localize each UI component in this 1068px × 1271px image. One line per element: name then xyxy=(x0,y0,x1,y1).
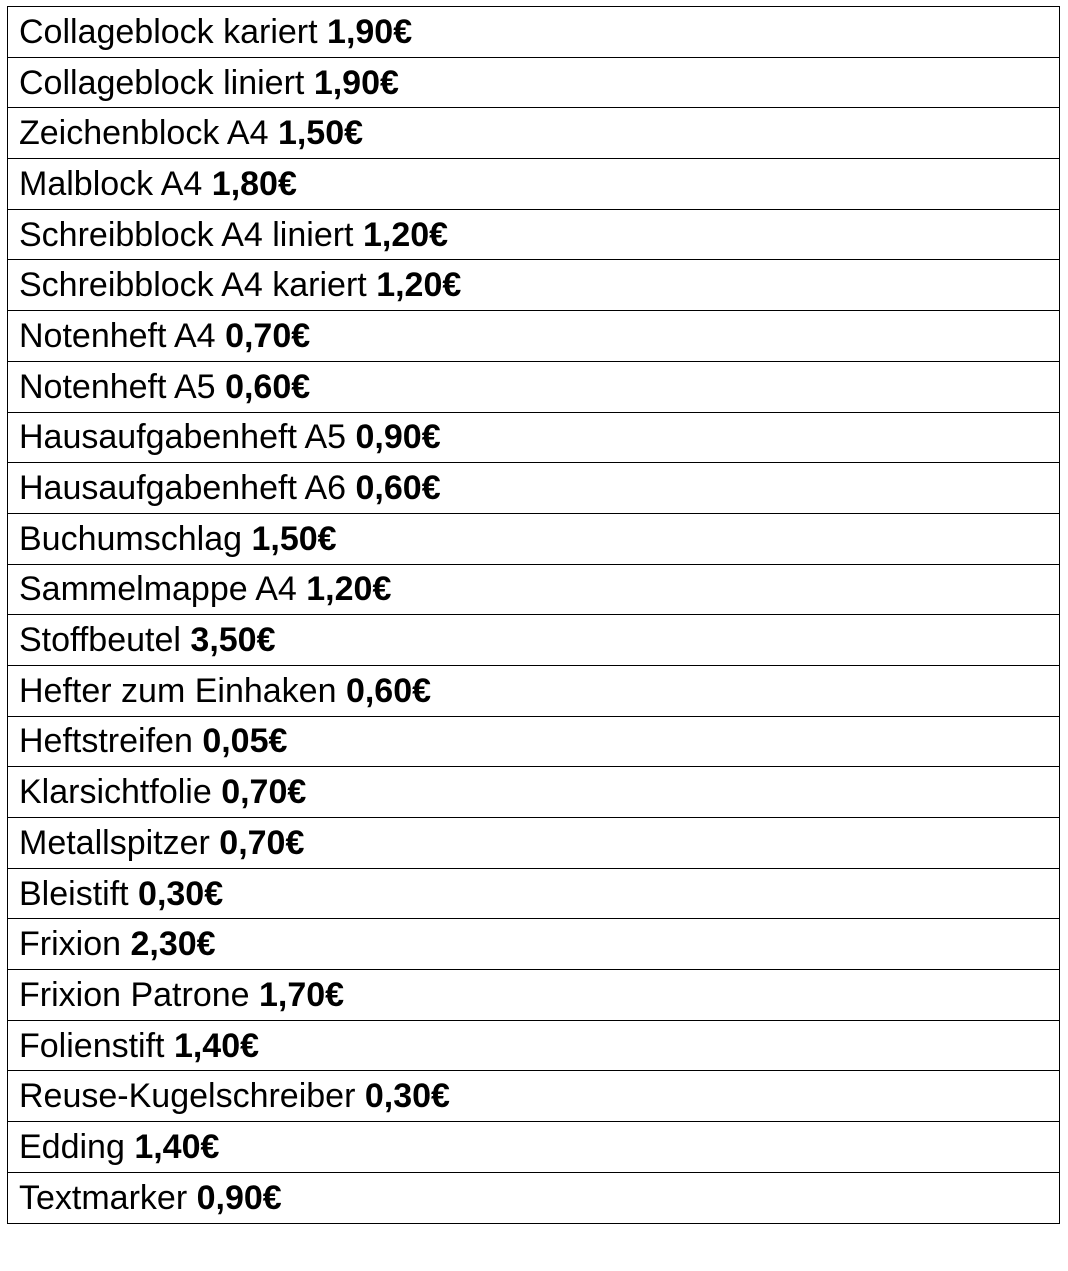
table-row xyxy=(8,7,1060,58)
table-row xyxy=(8,412,1060,463)
item-price: 0,60€ xyxy=(355,469,441,508)
item-price: 1,50€ xyxy=(277,114,364,153)
item-name: Schreibblock A4 liniert xyxy=(19,215,354,254)
item-price: 0,90€ xyxy=(196,1178,282,1217)
item-name: Notenheft A4 xyxy=(19,316,216,355)
table-row xyxy=(8,1172,1060,1223)
item-price: 0,05€ xyxy=(202,722,288,761)
table-cell xyxy=(8,868,1060,919)
item-name: Buchumschlag xyxy=(19,519,243,558)
table-cell xyxy=(8,716,1060,767)
item-name: Metallspitzer xyxy=(19,823,210,862)
table-row xyxy=(8,361,1060,412)
item-name: Notenheft A5 xyxy=(19,367,216,406)
table-row xyxy=(8,463,1060,514)
item-name: Heftstreifen xyxy=(19,722,193,761)
item-price: 1,20€ xyxy=(376,266,462,305)
table-cell xyxy=(8,7,1060,58)
item-price: 0,30€ xyxy=(138,874,224,913)
table-cell xyxy=(8,970,1060,1021)
table-row xyxy=(8,1122,1060,1173)
price-list-table xyxy=(7,6,1060,1224)
item-name: Hausaufgabenheft A5 xyxy=(19,418,347,457)
table-cell xyxy=(8,564,1060,615)
table-cell xyxy=(8,1122,1060,1173)
item-price: 1,40€ xyxy=(173,1026,260,1065)
table-cell xyxy=(8,818,1060,869)
item-name: Frixion xyxy=(19,925,122,964)
table-row xyxy=(8,716,1060,767)
item-price: 3,50€ xyxy=(190,621,276,660)
item-price: 1,50€ xyxy=(251,519,337,558)
item-name: Frixion Patrone xyxy=(19,975,250,1014)
table-row xyxy=(8,665,1060,716)
table-cell xyxy=(8,1071,1060,1122)
table-cell xyxy=(8,260,1060,311)
item-price: 1,90€ xyxy=(327,12,413,51)
table-cell xyxy=(8,767,1060,818)
table-cell xyxy=(8,159,1060,210)
table-cell xyxy=(8,919,1060,970)
item-price: 1,70€ xyxy=(259,975,345,1014)
item-price: 1,20€ xyxy=(362,215,449,254)
table-cell xyxy=(8,311,1060,362)
item-name: Edding xyxy=(19,1127,125,1166)
item-name: Malblock A4 xyxy=(19,164,203,203)
table-row xyxy=(8,564,1060,615)
item-name: Hefter zum Einhaken xyxy=(19,671,337,710)
table-cell xyxy=(8,57,1060,108)
item-price: 0,60€ xyxy=(345,671,432,710)
table-row xyxy=(8,818,1060,869)
item-name: Folienstift xyxy=(19,1026,165,1065)
item-name: Schreibblock A4 kariert xyxy=(19,266,367,305)
item-name: Hausaufgabenheft A6 xyxy=(19,469,347,508)
table-row xyxy=(8,108,1060,159)
item-name: Zeichenblock A4 xyxy=(19,114,269,153)
table-row xyxy=(8,57,1060,108)
item-name: Collageblock kariert xyxy=(19,12,318,51)
table-row xyxy=(8,615,1060,666)
table-cell xyxy=(8,361,1060,412)
item-name: Bleistift xyxy=(19,874,129,913)
table-cell xyxy=(8,1020,1060,1071)
item-price: 0,70€ xyxy=(225,316,311,355)
table-cell xyxy=(8,463,1060,514)
table-row xyxy=(8,767,1060,818)
table-row xyxy=(8,260,1060,311)
table-cell xyxy=(8,1172,1060,1223)
table-row xyxy=(8,868,1060,919)
item-name: Sammelmappe A4 xyxy=(19,570,297,609)
table-row xyxy=(8,209,1060,260)
item-price: 1,20€ xyxy=(306,570,392,609)
item-price: 1,40€ xyxy=(134,1127,220,1166)
table-row xyxy=(8,159,1060,210)
table-row xyxy=(8,1020,1060,1071)
price-list-body xyxy=(8,7,1060,1224)
item-name: Reuse-Kugelschreiber xyxy=(19,1077,356,1116)
item-price: 1,80€ xyxy=(211,164,297,203)
table-cell xyxy=(8,513,1060,564)
table-cell xyxy=(8,209,1060,260)
table-row xyxy=(8,311,1060,362)
item-price: 1,90€ xyxy=(313,63,399,102)
item-price: 0,70€ xyxy=(221,773,307,812)
item-price: 0,60€ xyxy=(225,367,311,406)
table-cell xyxy=(8,665,1060,716)
table-cell xyxy=(8,412,1060,463)
item-price: 2,30€ xyxy=(130,925,216,964)
item-price: 0,70€ xyxy=(219,823,305,862)
item-name: Textmarker xyxy=(19,1178,188,1217)
table-row xyxy=(8,970,1060,1021)
table-cell xyxy=(8,108,1060,159)
item-price: 0,30€ xyxy=(364,1077,450,1116)
item-name: Stoffbeutel xyxy=(19,621,181,660)
table-row xyxy=(8,513,1060,564)
table-cell xyxy=(8,615,1060,666)
item-name: Klarsichtfolie xyxy=(19,773,212,812)
item-price: 0,90€ xyxy=(355,418,441,457)
table-row xyxy=(8,1071,1060,1122)
table-row xyxy=(8,919,1060,970)
item-name: Collageblock liniert xyxy=(19,63,305,102)
